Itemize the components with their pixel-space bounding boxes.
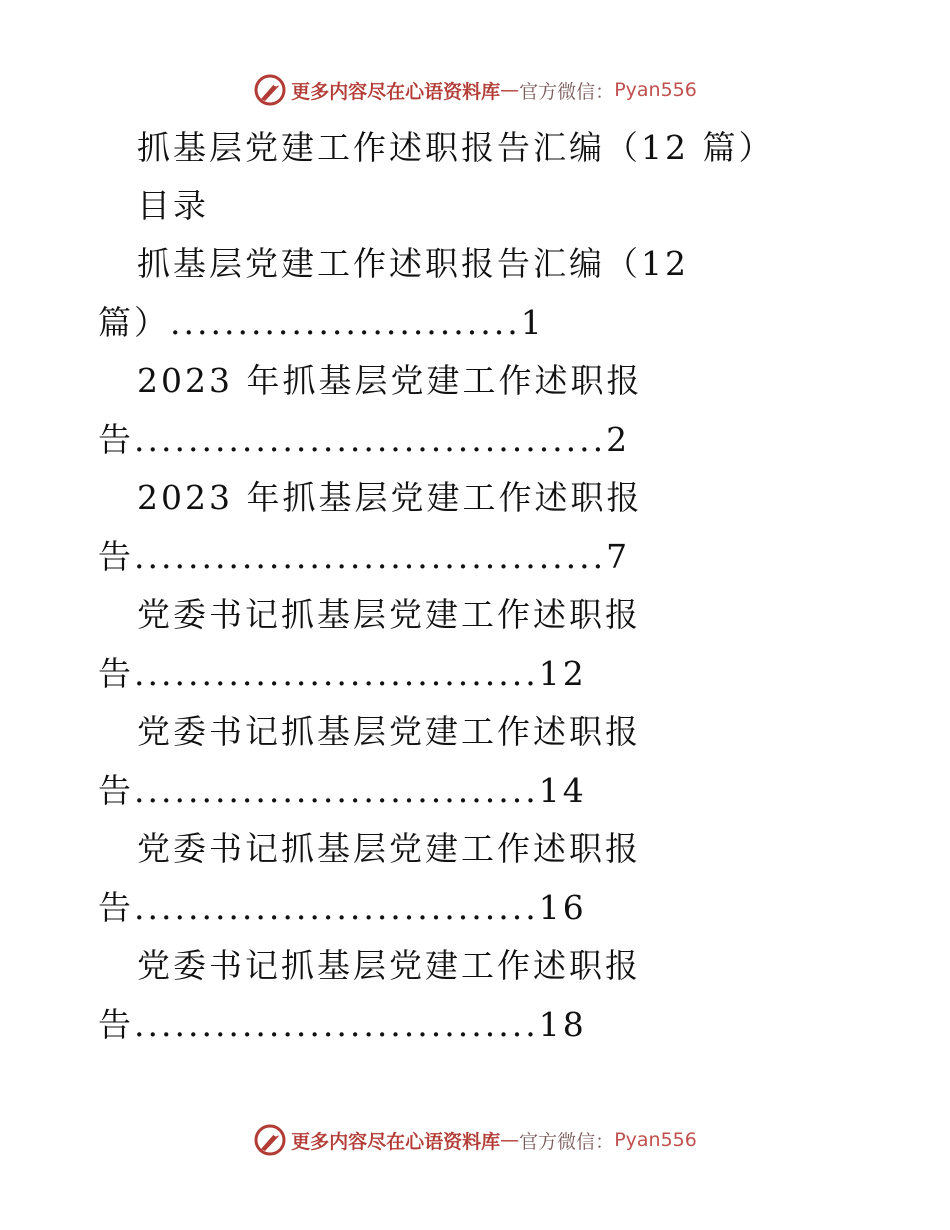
toc-entry-4-line2[interactable]: 告..............................12 <box>98 654 587 693</box>
watermark-sub-text: 官方微信： <box>519 80 615 103</box>
toc-entry-2-line2[interactable]: 告...................................2 <box>98 420 631 459</box>
pen-circle-logo-icon <box>253 73 287 107</box>
toc-heading: 目录 <box>137 186 209 225</box>
toc-entry-3-line2[interactable]: 告...................................7 <box>98 537 631 576</box>
toc-entry-6-line2[interactable]: 告..............................16 <box>98 888 587 927</box>
toc-entry-7-line2[interactable]: 告..............................18 <box>98 1005 587 1044</box>
watermark-top <box>0 70 950 110</box>
watermark-dash: — <box>500 79 520 101</box>
toc-entry-5-line1[interactable]: 党委书记抓基层党建工作述职报 <box>137 712 641 751</box>
watermark-bottom <box>0 1120 950 1160</box>
watermark-main-text: 更多内容尽在心语资料库 <box>291 1130 501 1153</box>
toc-entry-2-line1[interactable]: 2023 年抓基层党建工作述职报 <box>137 361 643 400</box>
document-title: 抓基层党建工作述职报告汇编（12 篇） <box>137 128 775 167</box>
watermark-id: Pyan556 <box>614 79 697 101</box>
watermark-main-text: 更多内容尽在心语资料库 <box>291 80 501 103</box>
toc-entry-3-line1[interactable]: 2023 年抓基层党建工作述职报 <box>137 478 643 517</box>
toc-entry-1-line2[interactable]: 篇）..........................1 <box>98 303 545 342</box>
watermark-dash: — <box>500 1129 520 1151</box>
toc-entry-1-line1[interactable]: 抓基层党建工作述职报告汇编（12 <box>137 244 689 283</box>
pen-circle-logo-icon <box>253 1123 287 1157</box>
toc-entry-7-line1[interactable]: 党委书记抓基层党建工作述职报 <box>137 946 641 985</box>
watermark-id: Pyan556 <box>614 1129 697 1151</box>
toc-entry-6-line1[interactable]: 党委书记抓基层党建工作述职报 <box>137 829 641 868</box>
watermark-sub-text: 官方微信： <box>519 1130 615 1153</box>
toc-entry-5-line2[interactable]: 告..............................14 <box>98 771 587 810</box>
toc-entry-4-line1[interactable]: 党委书记抓基层党建工作述职报 <box>137 595 641 634</box>
